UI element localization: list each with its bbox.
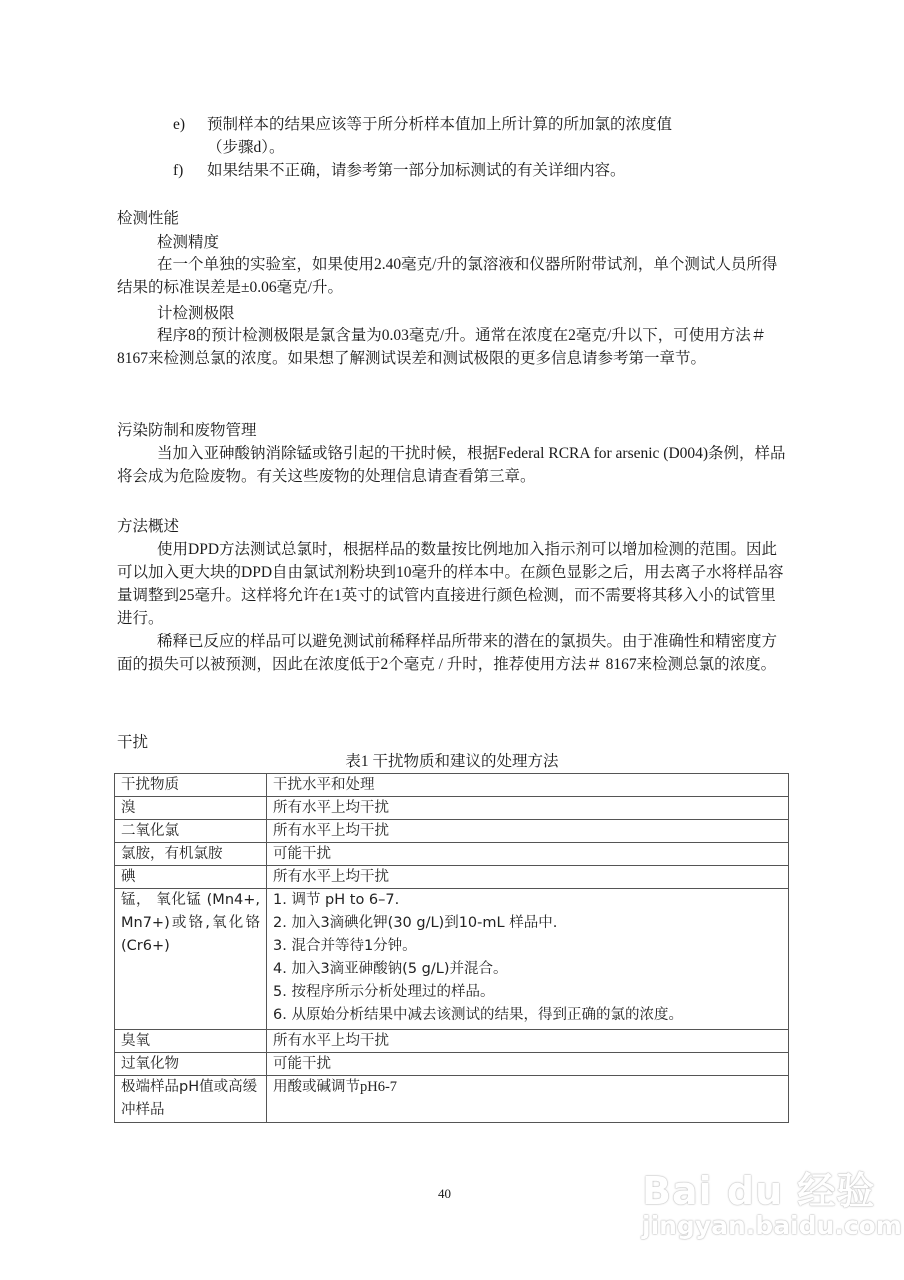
substance-cell [115, 1076, 267, 1123]
subheading-precision: 检测精度 [157, 233, 220, 251]
treatment-cell: 所有水平上均干扰 [267, 820, 789, 843]
baidu-watermark [642, 1160, 902, 1240]
section-heading-interference: 干扰 [117, 733, 149, 751]
treatment-cell: 用酸或碱调节pH6-7 [267, 1076, 789, 1123]
substance-cell: 过氧化物 [115, 1053, 267, 1076]
step-1: 1. 调节 pH to 6–7. [273, 892, 400, 908]
substance-cell: 二氧化氯 [115, 820, 267, 843]
substance-text: 极端样品pH值或高缓冲样品 [121, 1079, 258, 1118]
table-row [115, 866, 789, 889]
page-number: 40 [438, 1186, 451, 1201]
summary-paragraph-2 [117, 630, 789, 676]
substance-cell: 氯胺，有机氯胺 [115, 843, 267, 866]
section-heading-summary: 方法概述 [117, 517, 180, 535]
list-marker-e: e) [173, 116, 186, 133]
table-row [115, 1030, 789, 1053]
substance-cell: 臭氧 [115, 1030, 267, 1053]
step-5: 5. 按程序所示分析处理过的样品。 [273, 984, 495, 1000]
substance-text: 锰， 氧化锰 (Mn4+, Mn7+)或铬,氧化铬(Cr6+) [121, 892, 260, 954]
treatment-cell: 可能干扰 [267, 843, 789, 866]
baidu-logo: Bai du 经验 [642, 1169, 876, 1213]
summary-text-1: 使用DPD方法测试总氯时，根据样品的数量按比例地加入指示剂可以增加检测的范围。因此可以加入更大块的DPD自由氯试剂粉块到10毫升的样本中。在颜色显影之后，用去离子水将样品容量调整到25毫升。这样将允许在1英寸的试管内直接进行颜色检测，而不需要将其移入小的试管里进行。 [117, 541, 784, 627]
column-header-treatment: 干扰水平和处理 [267, 774, 789, 797]
treatment-steps-cell [267, 889, 789, 1030]
step-3: 3. 混合并等待1分钟。 [273, 938, 417, 954]
substance-cell: 碘 [115, 866, 267, 889]
step-2: 2. 加入3滴碘化钾(30 g/L)到10-mL 样品中. [273, 915, 558, 931]
watermark-url: jingyan.baidu.com [642, 1211, 902, 1240]
list-item-e-line1: 预制样本的结果应该等于所分析样本值加上所计算的所加氯的浓度值 [207, 116, 673, 133]
pollution-paragraph [117, 442, 789, 488]
summary-paragraph-1 [117, 538, 789, 630]
table-row [115, 1053, 789, 1076]
section-heading-pollution: 污染防制和废物管理 [117, 421, 257, 439]
substance-cell [115, 889, 267, 1030]
column-header-substance: 干扰物质 [115, 774, 267, 797]
subheading-detection-limit: 计检测极限 [157, 304, 235, 322]
summary-text-2: 稀释已反应的样品可以避免测试前稀释样品所带来的潜在的氯损失。由于准确性和精密度方面的损失可以被预测，因此在浓度低于2个毫克 / 升时，推荐使用方法＃ 8167来检测总氯的浓度。 [117, 633, 778, 673]
pollution-text: 当加入亚砷酸钠消除锰或铬引起的干扰时候，根据Federal RCRA for arsenic (D004)条例，样品将会成为危险废物。有关这些废物的处理信息请查看第三章。 [117, 445, 786, 485]
precision-paragraph [117, 253, 789, 299]
table-row [115, 797, 789, 820]
table-row [115, 889, 789, 1030]
treatment-cell: 所有水平上均干扰 [267, 866, 789, 889]
table-header-row [115, 774, 789, 797]
interference-table [114, 773, 789, 1123]
treatment-cell: 可能干扰 [267, 1053, 789, 1076]
step-6: 6. 从原始分析结果中减去该测试的结果，得到正确的氯的浓度。 [273, 1007, 683, 1023]
detection-limit-text: 程序8的预计检测极限是氯含量为0.03毫克/升。通常在浓度在2毫克/升以下，可使用方法＃8167来检测总氯的浓度。如果想了解测试误差和测试极限的更多信息请参考第一章节。 [117, 327, 767, 367]
table-row [115, 843, 789, 866]
treatment-cell: 所有水平上均干扰 [267, 797, 789, 820]
step-4: 4. 加入3滴亚砷酸钠(5 g/L)并混合。 [273, 961, 508, 977]
table-row [115, 1076, 789, 1123]
precision-text: 在一个单独的实验室，如果使用2.40毫克/升的氯溶液和仪器所附带试剂，单个测试人员所得结果的标准误差是±0.06毫克/升。 [117, 256, 778, 296]
substance-cell: 溴 [115, 797, 267, 820]
table-caption: 表1 干扰物质和建议的处理方法 [345, 753, 559, 770]
table-row [115, 820, 789, 843]
section-heading-performance: 检测性能 [117, 209, 180, 227]
list-item-e-line2: （步骤d）。 [207, 139, 285, 156]
detection-limit-paragraph [117, 324, 789, 370]
list-item-f: 如果结果不正确，请参考第一部分加标测试的有关详细内容。 [207, 162, 626, 179]
treatment-cell: 所有水平上均干扰 [267, 1030, 789, 1053]
list-marker-f: f) [173, 162, 184, 179]
